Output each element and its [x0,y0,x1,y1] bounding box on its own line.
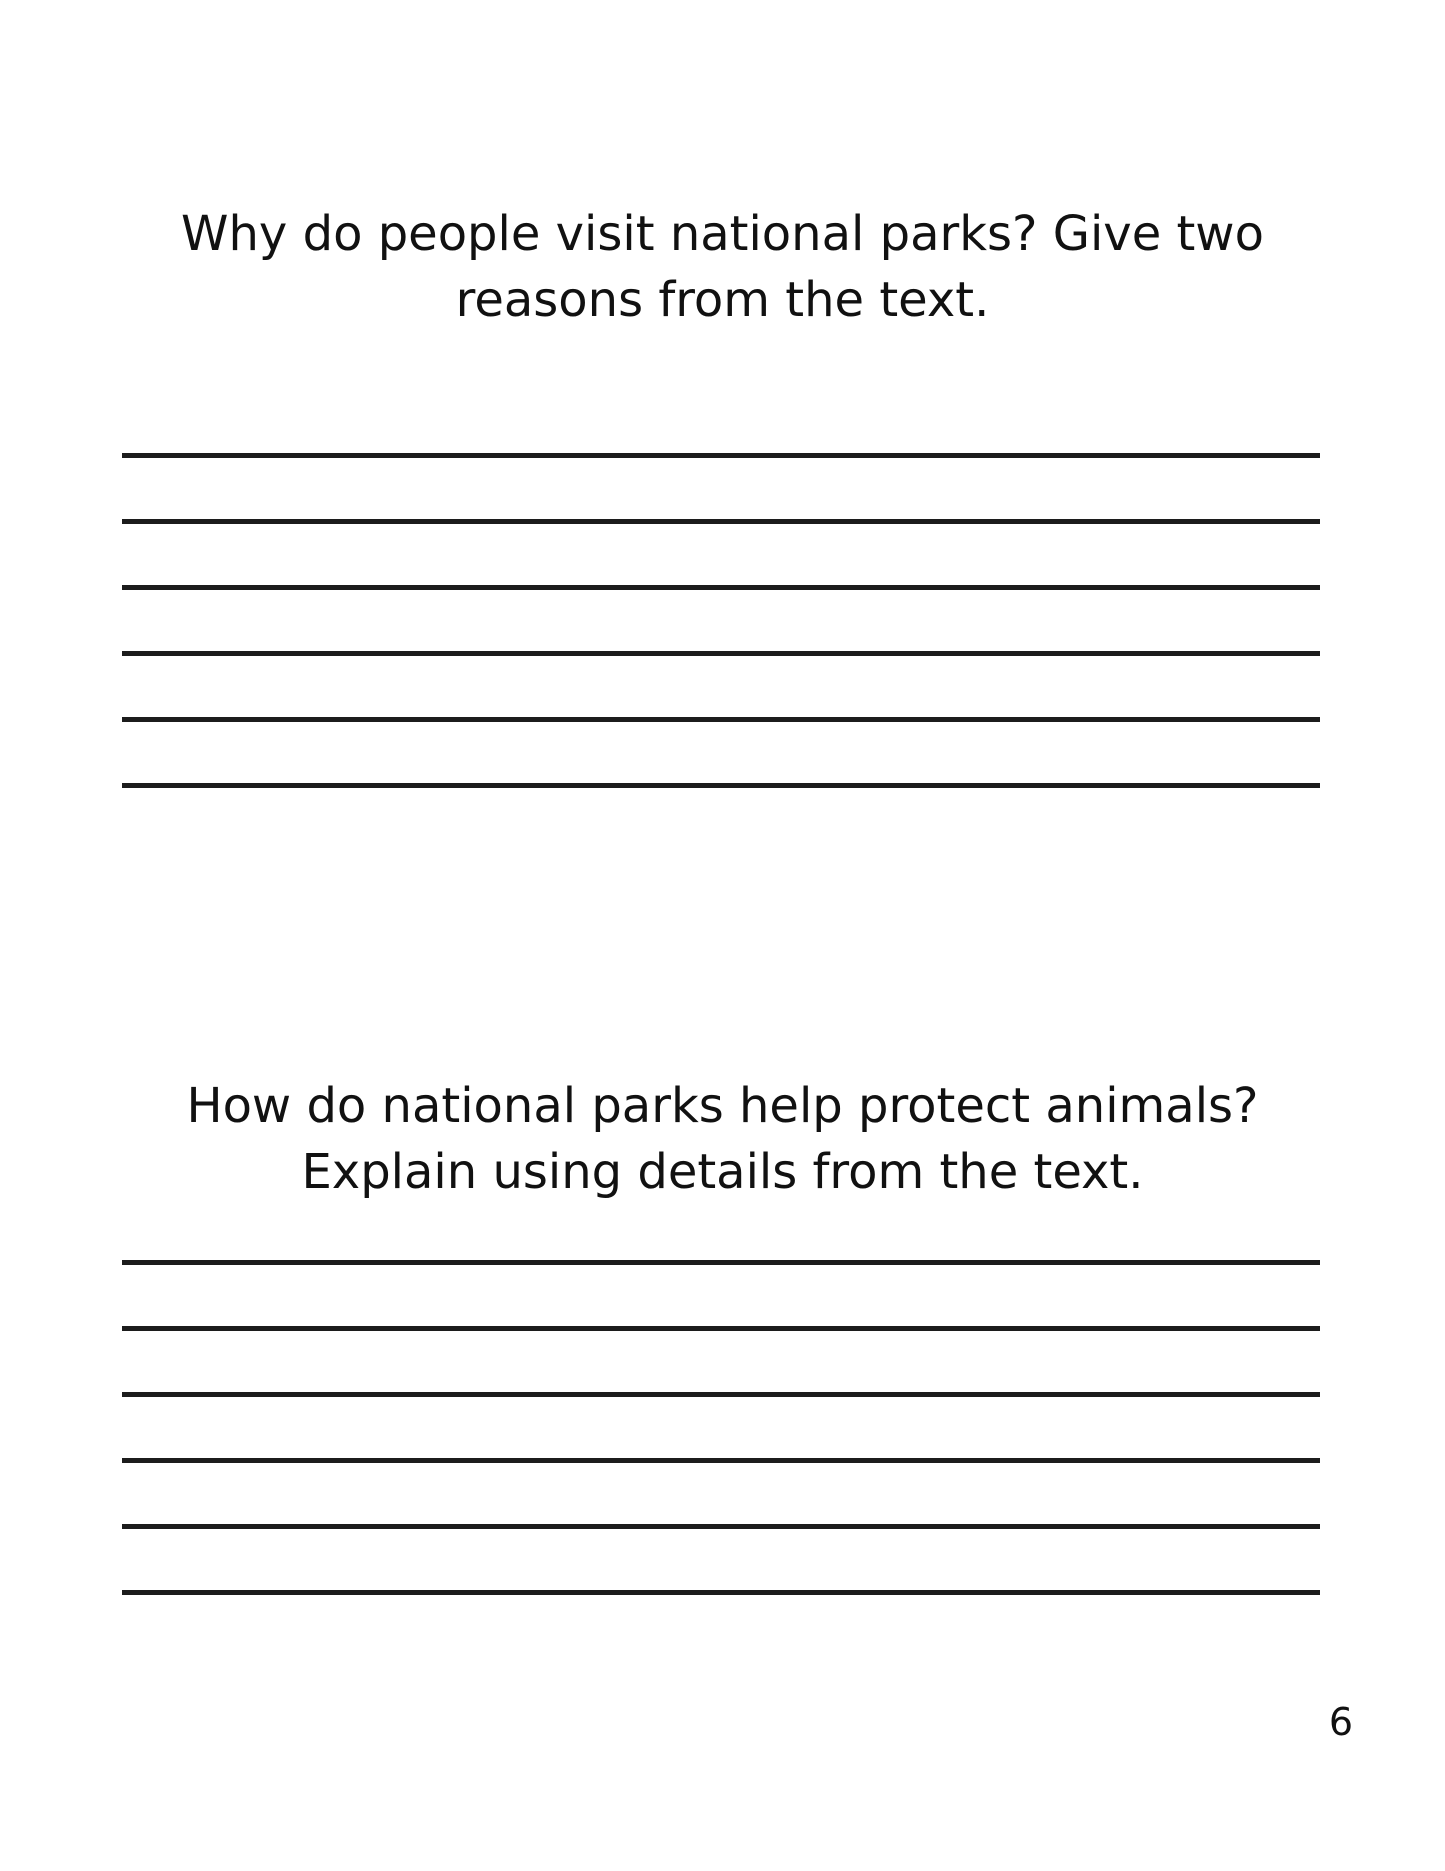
answer-line[interactable] [122,1326,1320,1331]
answer-line[interactable] [122,1260,1320,1265]
answer-line[interactable] [122,453,1320,458]
answer-line[interactable] [122,585,1320,590]
answer-line[interactable] [122,519,1320,524]
question-2-prompt [0,1073,1445,1205]
question-1-line-1: Why do people visit national parks? Give two [181,206,1264,262]
answer-line[interactable] [122,783,1320,788]
answer-line[interactable] [122,651,1320,656]
question-2-answer-lines [122,1260,1320,1595]
question-1-line-2: reasons from the text. [455,272,990,328]
answer-line[interactable] [122,1392,1320,1397]
answer-line[interactable] [122,1524,1320,1529]
question-1-prompt [0,201,1445,333]
answer-line[interactable] [122,717,1320,722]
question-1-answer-lines [122,453,1320,788]
question-2-line-1: How do national parks help protect animals? [186,1078,1259,1134]
answer-line[interactable] [122,1458,1320,1463]
answer-line[interactable] [122,1590,1320,1595]
question-2-line-2: Explain using details from the text. [301,1144,1144,1200]
page-number: 6 [1328,1700,1353,1744]
